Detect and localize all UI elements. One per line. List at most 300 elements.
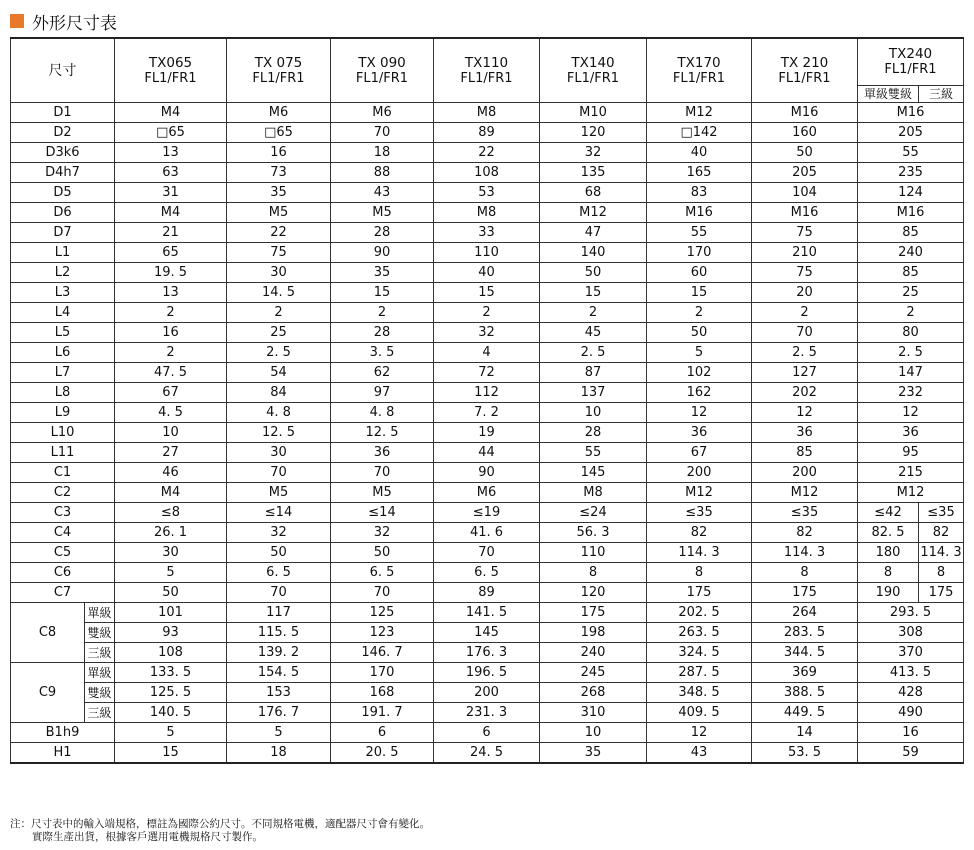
stage-label: 單級	[85, 603, 115, 623]
table-cell: 160	[752, 123, 858, 143]
table-cell: 268	[540, 683, 647, 703]
table-cell: 15	[115, 743, 227, 764]
table-cell: 245	[540, 663, 647, 683]
table-cell: 21	[115, 223, 227, 243]
table-cell: 26. 1	[115, 523, 227, 543]
table-cell: 84	[227, 383, 331, 403]
table-cell: M5	[331, 203, 434, 223]
table-cell: 2. 5	[227, 343, 331, 363]
table-cell: 176. 3	[434, 643, 540, 663]
dimension-label: L3	[11, 283, 115, 303]
dimension-label: L10	[11, 423, 115, 443]
dimension-label: D6	[11, 203, 115, 223]
table-cell: 123	[331, 623, 434, 643]
dimension-label: L4	[11, 303, 115, 323]
table-cell: 36	[331, 443, 434, 463]
table-cell: 101	[115, 603, 227, 623]
table-cell: 50	[647, 323, 752, 343]
table-cell: M8	[434, 203, 540, 223]
dimension-label: L5	[11, 323, 115, 343]
table-cell: 110	[434, 243, 540, 263]
table-cell: 175	[647, 583, 752, 603]
table-cell: 205	[858, 123, 964, 143]
table-cell: M16	[858, 103, 964, 123]
table-cell: 88	[331, 163, 434, 183]
table-cell: 175	[919, 583, 964, 603]
table-cell: 4. 8	[331, 403, 434, 423]
table-cell: 137	[540, 383, 647, 403]
dimension-table	[10, 37, 964, 764]
table-cell: 62	[331, 363, 434, 383]
table-cell: 2	[752, 303, 858, 323]
table-row	[11, 563, 964, 583]
table-cell: 8	[752, 563, 858, 583]
title-square-icon	[10, 14, 24, 28]
table-cell: 75	[752, 223, 858, 243]
dimension-label: D1	[11, 103, 115, 123]
model-name: TX065	[148, 54, 193, 71]
table-cell: 85	[752, 443, 858, 463]
table-cell: M5	[227, 203, 331, 223]
table-cell: 293. 5	[858, 603, 964, 623]
table-cell: 32	[540, 143, 647, 163]
table-cell: 10	[115, 423, 227, 443]
table-row	[11, 343, 964, 363]
table-cell: 67	[647, 443, 752, 463]
table-cell: 141. 5	[434, 603, 540, 623]
table-cell: 60	[647, 263, 752, 283]
table-cell: 36	[858, 423, 964, 443]
table-cell: 235	[858, 163, 964, 183]
table-cell: 82. 5	[858, 523, 919, 543]
note-line-1: 注：尺寸表中的輸入端規格，標註為國際公約尺寸。不同規格電機，適配器尺寸會有變化。	[10, 818, 430, 830]
table-row	[11, 103, 964, 123]
table-row	[11, 403, 964, 423]
dimension-label: C1	[11, 463, 115, 483]
model-name: TX170	[677, 54, 721, 71]
table-cell: 89	[434, 583, 540, 603]
stage-label: 三級	[85, 643, 115, 663]
table-cell: 36	[752, 423, 858, 443]
table-cell: 35	[331, 263, 434, 283]
table-cell: 170	[331, 663, 434, 683]
table-cell: 133. 5	[115, 663, 227, 683]
table-cell: 196. 5	[434, 663, 540, 683]
table-cell: 10	[540, 403, 647, 423]
table-cell: 30	[227, 263, 331, 283]
table-cell: 83	[647, 183, 752, 203]
table-cell: 2	[434, 303, 540, 323]
table-cell: 114. 3	[919, 543, 964, 563]
table-cell: 175	[752, 583, 858, 603]
table-cell: 6	[331, 723, 434, 743]
dimension-label: D5	[11, 183, 115, 203]
table-cell: 369	[752, 663, 858, 683]
table-cell: 20	[752, 283, 858, 303]
table-cell: 110	[540, 543, 647, 563]
dimension-label: D4h7	[11, 163, 115, 183]
table-cell: 153	[227, 683, 331, 703]
table-cell: M16	[647, 203, 752, 223]
dimension-label: L6	[11, 343, 115, 363]
table-cell: 67	[115, 383, 227, 403]
table-cell: 70	[227, 583, 331, 603]
table-cell: 165	[647, 163, 752, 183]
table-cell: 70	[331, 463, 434, 483]
table-cell: 53	[434, 183, 540, 203]
model-header	[115, 38, 227, 103]
table-cell: 146. 7	[331, 643, 434, 663]
table-cell: 2	[331, 303, 434, 323]
table-cell: 240	[540, 643, 647, 663]
table-cell: 65	[115, 243, 227, 263]
table-cell: 40	[647, 143, 752, 163]
table-cell: 25	[227, 323, 331, 343]
table-cell: 55	[540, 443, 647, 463]
table-cell: 200	[434, 683, 540, 703]
table-cell: 2	[540, 303, 647, 323]
dimension-label: L2	[11, 263, 115, 283]
table-cell: 2	[115, 343, 227, 363]
table-cell: 70	[331, 123, 434, 143]
table-cell: 85	[858, 263, 964, 283]
table-cell: 102	[647, 363, 752, 383]
table-row	[11, 363, 964, 383]
table-cell: ≤19	[434, 503, 540, 523]
row-header: 尺寸	[11, 38, 115, 103]
dimension-label: C2	[11, 483, 115, 503]
table-cell: 82	[752, 523, 858, 543]
table-row	[11, 723, 964, 743]
table-row	[11, 703, 964, 723]
table-cell: 12	[858, 403, 964, 423]
table-cell: 16	[858, 723, 964, 743]
table-cell: 413. 5	[858, 663, 964, 683]
table-cell: 22	[434, 143, 540, 163]
table-cell: 127	[752, 363, 858, 383]
model-header	[540, 38, 647, 103]
dimension-label: C5	[11, 543, 115, 563]
table-cell: 7. 2	[434, 403, 540, 423]
table-cell: 162	[647, 383, 752, 403]
table-cell: 32	[331, 523, 434, 543]
table-cell: 12	[647, 723, 752, 743]
table-cell: 13	[115, 283, 227, 303]
table-cell: 80	[858, 323, 964, 343]
table-cell: 87	[540, 363, 647, 383]
table-row	[11, 423, 964, 443]
dimension-label: B1h9	[11, 723, 115, 743]
table-cell: 4. 5	[115, 403, 227, 423]
table-cell: 200	[647, 463, 752, 483]
table-cell: □65	[115, 123, 227, 143]
table-cell: 70	[227, 463, 331, 483]
table-cell: 72	[434, 363, 540, 383]
table-cell: 2	[227, 303, 331, 323]
table-cell: 45	[540, 323, 647, 343]
table-cell: M6	[434, 483, 540, 503]
table-cell: M16	[858, 203, 964, 223]
table-cell: 12	[647, 403, 752, 423]
table-row	[11, 683, 964, 703]
table-cell: 308	[858, 623, 964, 643]
table-row	[11, 123, 964, 143]
table-cell: 8	[858, 563, 919, 583]
table-cell: 124	[858, 183, 964, 203]
table-row	[11, 663, 964, 683]
model-header	[752, 38, 858, 103]
table-cell: 54	[227, 363, 331, 383]
table-cell: 93	[115, 623, 227, 643]
table-cell: 85	[858, 223, 964, 243]
table-cell: 104	[752, 183, 858, 203]
table-cell: 344. 5	[752, 643, 858, 663]
table-cell: 409. 5	[647, 703, 752, 723]
table-cell: 120	[540, 123, 647, 143]
table-cell: 43	[647, 743, 752, 764]
table-row	[11, 183, 964, 203]
table-cell: M12	[858, 483, 964, 503]
table-cell: 90	[331, 243, 434, 263]
table-cell: M4	[115, 203, 227, 223]
table-cell: 2. 5	[858, 343, 964, 363]
table-cell: 70	[331, 583, 434, 603]
model-name: TX 210	[780, 54, 829, 71]
table-cell: 82	[919, 523, 964, 543]
table-cell: 89	[434, 123, 540, 143]
table-cell: 19. 5	[115, 263, 227, 283]
dimension-label: L7	[11, 363, 115, 383]
table-cell: 205	[752, 163, 858, 183]
table-cell: 53. 5	[752, 743, 858, 764]
table-cell: 50	[227, 543, 331, 563]
stage-header: 單級雙級	[858, 86, 919, 103]
table-cell: 198	[540, 623, 647, 643]
table-cell: M16	[752, 203, 858, 223]
table-cell: 43	[331, 183, 434, 203]
table-cell: 200	[752, 463, 858, 483]
table-cell: M8	[434, 103, 540, 123]
dimension-label: D2	[11, 123, 115, 143]
table-cell: 6. 5	[331, 563, 434, 583]
table-cell: 6. 5	[434, 563, 540, 583]
stage-label: 單級	[85, 663, 115, 683]
table-cell: 30	[115, 543, 227, 563]
table-cell: 117	[227, 603, 331, 623]
table-cell: 5	[115, 723, 227, 743]
table-cell: 12. 5	[227, 423, 331, 443]
table-cell: 10	[540, 723, 647, 743]
table-cell: 18	[227, 743, 331, 764]
table-cell: 90	[434, 463, 540, 483]
table-cell: 154. 5	[227, 663, 331, 683]
table-cell: 55	[858, 143, 964, 163]
table-cell: 95	[858, 443, 964, 463]
table-cell: M12	[647, 103, 752, 123]
table-row	[11, 283, 964, 303]
table-cell: M12	[752, 483, 858, 503]
dimension-label: C7	[11, 583, 115, 603]
dimension-label: H1	[11, 743, 115, 764]
table-cell: 348. 5	[647, 683, 752, 703]
table-cell: ≤35	[752, 503, 858, 523]
table-cell: 135	[540, 163, 647, 183]
table-cell: 215	[858, 463, 964, 483]
table-cell: 8	[540, 563, 647, 583]
model-header	[858, 38, 964, 86]
table-cell: 40	[434, 263, 540, 283]
table-cell: 18	[331, 143, 434, 163]
table-row	[11, 243, 964, 263]
table-row	[11, 623, 964, 643]
table-cell: 490	[858, 703, 964, 723]
table-cell: 15	[331, 283, 434, 303]
table-cell: ≤8	[115, 503, 227, 523]
table-cell: 15	[540, 283, 647, 303]
table-cell: 2	[115, 303, 227, 323]
table-cell: 8	[919, 563, 964, 583]
table-cell: M4	[115, 483, 227, 503]
dimension-label: L11	[11, 443, 115, 463]
stage-label: 雙級	[85, 683, 115, 703]
table-row	[11, 323, 964, 343]
table-cell: 24. 5	[434, 743, 540, 764]
table-cell: 176. 7	[227, 703, 331, 723]
table-row	[11, 603, 964, 623]
table-cell: 46	[115, 463, 227, 483]
table-cell: 32	[434, 323, 540, 343]
table-cell: 35	[540, 743, 647, 764]
table-cell: 114. 3	[752, 543, 858, 563]
table-cell: 263. 5	[647, 623, 752, 643]
table-row	[11, 223, 964, 243]
dimension-label: L8	[11, 383, 115, 403]
dimension-label: C6	[11, 563, 115, 583]
table-cell: ≤24	[540, 503, 647, 523]
dimension-label: D7	[11, 223, 115, 243]
table-cell: 139. 2	[227, 643, 331, 663]
table-cell: 147	[858, 363, 964, 383]
table-cell: 28	[331, 223, 434, 243]
table-cell: 310	[540, 703, 647, 723]
table-cell: 33	[434, 223, 540, 243]
table-cell: ≤42	[858, 503, 919, 523]
table-cell: 4. 8	[227, 403, 331, 423]
table-cell: 2. 5	[540, 343, 647, 363]
table-cell: 63	[115, 163, 227, 183]
table-cell: 191. 7	[331, 703, 434, 723]
table-cell: 30	[227, 443, 331, 463]
table-cell: 125. 5	[115, 683, 227, 703]
table-row	[11, 383, 964, 403]
model-sub: FL1/FR1	[355, 70, 409, 86]
table-row	[11, 543, 964, 563]
table-cell: □142	[647, 123, 752, 143]
table-cell: M4	[115, 103, 227, 123]
group-label: C9	[11, 663, 85, 723]
table-cell: 12	[752, 403, 858, 423]
table-cell: 428	[858, 683, 964, 703]
table-cell: 120	[540, 583, 647, 603]
table-row	[11, 483, 964, 503]
dimension-table-wrap	[10, 37, 963, 764]
table-cell: 73	[227, 163, 331, 183]
table-cell: 115. 5	[227, 623, 331, 643]
table-row	[11, 163, 964, 183]
model-header	[647, 38, 752, 103]
table-cell: 210	[752, 243, 858, 263]
table-cell: 324. 5	[647, 643, 752, 663]
table-cell: 287. 5	[647, 663, 752, 683]
table-row	[11, 203, 964, 223]
table-cell: 5	[227, 723, 331, 743]
table-row	[11, 463, 964, 483]
table-cell: 5	[647, 343, 752, 363]
title-row	[10, 9, 117, 33]
table-cell: 449. 5	[752, 703, 858, 723]
table-cell: 8	[647, 563, 752, 583]
notes	[10, 818, 430, 844]
table-row	[11, 643, 964, 663]
table-cell: 202. 5	[647, 603, 752, 623]
model-header	[434, 38, 540, 103]
model-sub: FL1/FR1	[672, 70, 726, 86]
table-row	[11, 303, 964, 323]
table-cell: 97	[331, 383, 434, 403]
table-cell: 2. 5	[752, 343, 858, 363]
table-cell: 3. 5	[331, 343, 434, 363]
table-cell: 50	[115, 583, 227, 603]
table-cell: ≤35	[919, 503, 964, 523]
table-cell: 108	[115, 643, 227, 663]
table-cell: 68	[540, 183, 647, 203]
table-cell: 15	[434, 283, 540, 303]
table-cell: 388. 5	[752, 683, 858, 703]
header-row	[11, 38, 964, 86]
table-cell: 168	[331, 683, 434, 703]
table-cell: 47	[540, 223, 647, 243]
model-sub: FL1/FR1	[884, 62, 937, 77]
table-cell: 56. 3	[540, 523, 647, 543]
model-header	[331, 38, 434, 103]
table-cell: 50	[752, 143, 858, 163]
table-cell: 55	[647, 223, 752, 243]
table-cell: 50	[331, 543, 434, 563]
table-cell: 50	[540, 263, 647, 283]
table-cell: 70	[434, 543, 540, 563]
table-cell: M10	[540, 103, 647, 123]
table-cell: 28	[540, 423, 647, 443]
table-cell: ≤14	[227, 503, 331, 523]
table-row	[11, 263, 964, 283]
table-cell: 180	[858, 543, 919, 563]
table-cell: M12	[647, 483, 752, 503]
table-cell: 25	[858, 283, 964, 303]
table-cell: M5	[331, 483, 434, 503]
table-cell: 59	[858, 743, 964, 764]
model-name: TX 090	[358, 54, 406, 71]
model-sub: FL1/FR1	[460, 70, 513, 86]
table-cell: 145	[434, 623, 540, 643]
page-title: 外形尺寸表	[32, 13, 117, 34]
table-cell: 231. 3	[434, 703, 540, 723]
table-cell: 12. 5	[331, 423, 434, 443]
table-cell: 31	[115, 183, 227, 203]
table-cell: ≤14	[331, 503, 434, 523]
table-cell: 6	[434, 723, 540, 743]
table-cell: 41. 6	[434, 523, 540, 543]
table-cell: 44	[434, 443, 540, 463]
